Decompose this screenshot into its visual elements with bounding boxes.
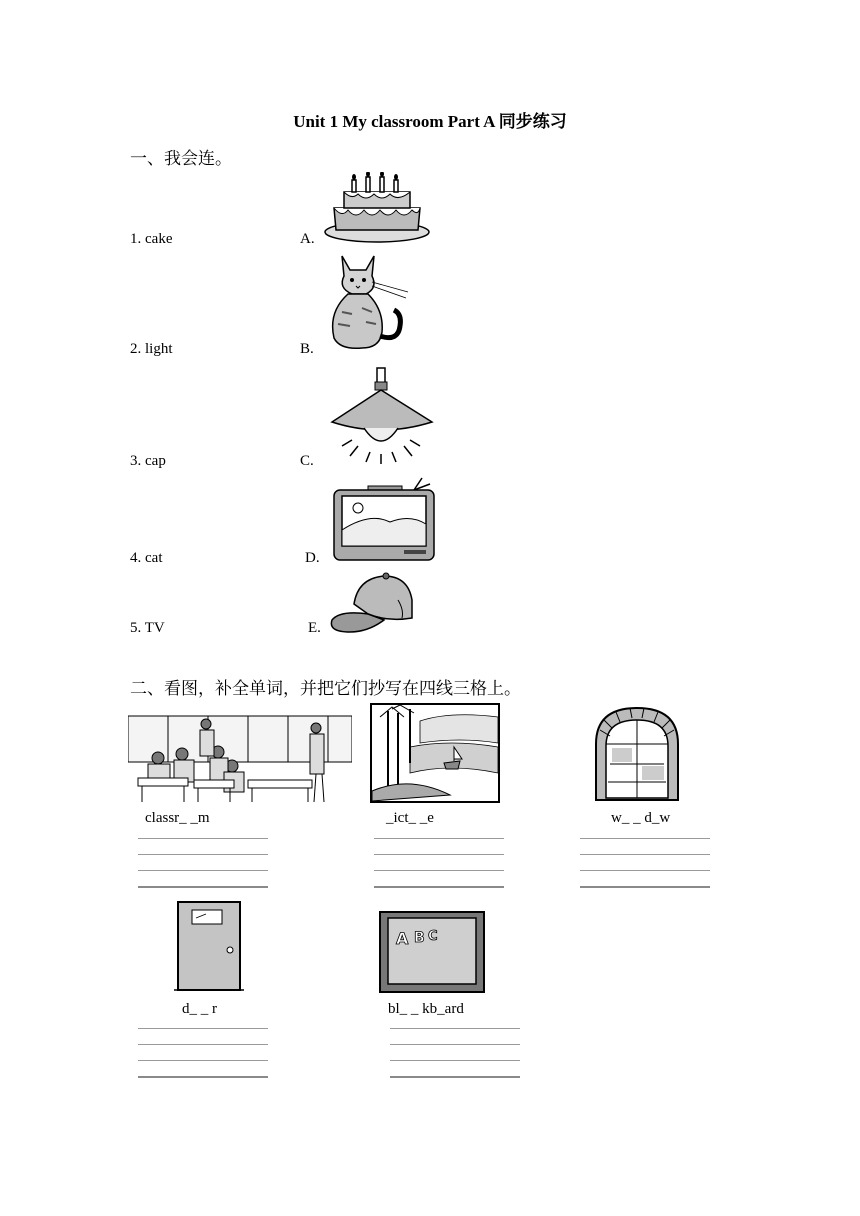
blank-word-window: w_ _ d_w xyxy=(611,810,671,826)
svg-text:C: C xyxy=(428,929,438,944)
writing-lines-4[interactable] xyxy=(138,1028,268,1093)
cat-illustration xyxy=(322,252,410,356)
word-item-4: 4. cat xyxy=(130,550,163,566)
svg-text:A: A xyxy=(396,929,409,948)
word-item-5: 5. TV xyxy=(130,620,165,636)
landscape-picture-illustration xyxy=(370,703,500,803)
classroom-illustration xyxy=(128,714,352,804)
section2-heading: 二、看图，补全单词，并把它们抄写在四线三格上。 xyxy=(130,679,521,699)
blank-word-picture: _ict_ _e xyxy=(386,810,434,826)
word-item-3: 3. cap xyxy=(130,453,166,469)
option-label-d: D. xyxy=(305,550,320,566)
tv-illustration xyxy=(330,476,438,562)
writing-lines-3[interactable] xyxy=(580,838,710,903)
option-label-c: C. xyxy=(300,453,314,469)
page-title: Unit 1 My classroom Part A 同步练习 xyxy=(293,112,567,131)
writing-lines-5[interactable] xyxy=(390,1028,520,1093)
word-item-1: 1. cake xyxy=(130,231,173,247)
svg-text:B: B xyxy=(414,930,425,946)
blank-word-door: d_ _ r xyxy=(182,1001,217,1017)
blank-word-classroom: classr_ _m xyxy=(145,810,210,826)
writing-lines-1[interactable] xyxy=(138,838,268,903)
window-illustration xyxy=(590,704,684,802)
lamp-illustration xyxy=(328,366,436,464)
option-label-a: A. xyxy=(300,231,315,247)
option-label-b: B. xyxy=(300,341,314,357)
door-illustration xyxy=(174,900,244,992)
blackboard-illustration xyxy=(378,910,486,994)
cap-illustration xyxy=(328,570,414,636)
word-item-2: 2. light xyxy=(130,341,173,357)
blank-word-blackboard: bl_ _ kb_ard xyxy=(388,1001,464,1017)
cake-illustration xyxy=(322,172,432,246)
section1-heading: 一、我会连。 xyxy=(130,149,232,169)
option-label-e: E. xyxy=(308,620,321,636)
writing-lines-2[interactable] xyxy=(374,838,504,903)
